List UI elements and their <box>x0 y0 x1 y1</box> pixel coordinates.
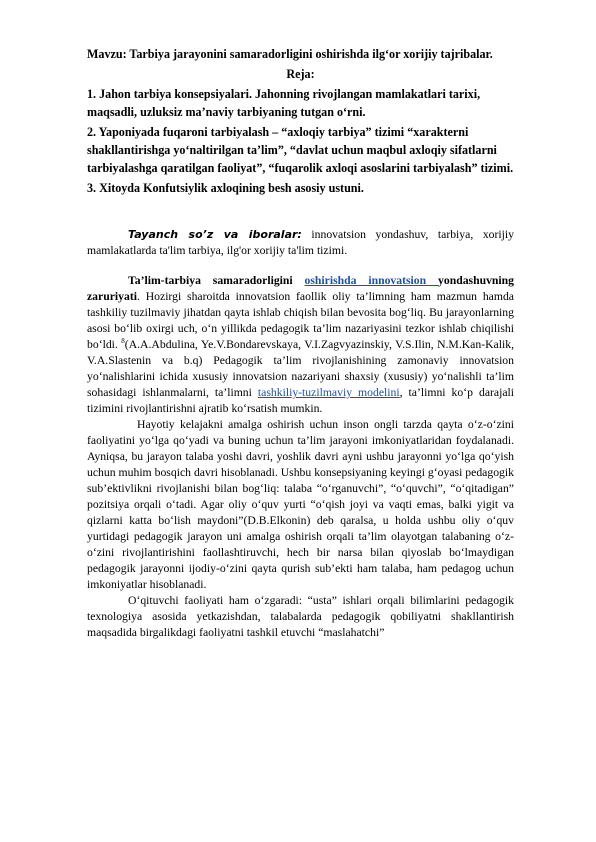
plan-item-3: 3. Xitoyda Konfutsiylik axloqining besh asosiy ustuni. <box>87 181 364 195</box>
section-title-end: yondashuvning zaruriyati <box>87 274 515 303</box>
link-tashkiliy-tuzilmaviy[interactable]: tashkiliy-tuzilmaviy modelini <box>257 386 400 399</box>
keywords-paragraph <box>87 227 514 259</box>
paragraph-1-text-b: (A.A.Abdulina, Ye.V.Bondarevskaya, V.I.Zagvyazinskiy, V.S.Ilin, N.M.Kan-Kalik, V.A.Slastenin va b.q) Pedagogik ta’lim rivojlanishining zamonaviy innovatsion yo‘nalishlarini ichida xususiy innovatsion nazariyani shaxsiy (xususiy) yo‘nalishli ta’lim sohasidagi ishlanmalarni, ta’limni <box>87 338 514 399</box>
topic-title: Mavzu: Tarbiya jarayonini samaradorligini oshirishda ilg‘or xorijiy tajribalar. <box>87 47 493 61</box>
footnote-ref[interactable]: 8 <box>121 337 125 346</box>
plan-item-2: 2. Yaponiyada fuqaroni tarbiyalash – “axloqiy tarbiya” tizimi “xarakterni shakllantirishga yo‘naltirilgan ta’lim”, “davlat uchun maqbul axloqiy sifatlarni tarbiyalashga qaratilgan faoliyat”, “fuqarolik axloqi asoslarini tarbiyalash” tizimi. <box>87 125 514 175</box>
paragraph-1-text-c: , ta’limni ko‘p darajali tizimini rivojlantirishni ajratib ko‘rsatish mumkin. <box>87 386 515 415</box>
link-oshirishda-innovatsion[interactable]: oshirishda innovatsion <box>304 274 438 287</box>
keywords-text: innovatsion yondashuv, tarbiya, xorijiy mamlakatlarda ta'lim tarbiya, ilg'or xorijiy ta'lim tizimi. <box>87 228 514 257</box>
paragraph-1-text-a: . Hozirgi sharoitda innovatsion faollik oliy ta’limning ham mazmun hamda tashkiliy tuzilmaviy jihatdan qayta ishlab chiqish bilan bevosita bog‘liq. Bu jarayonlarning asosi bo‘lib oxirgi uch, o‘n yillikda pedagogik ta’lim nazariyasini tezkor ishlab chiqilishi bo‘ldi. <box>87 290 514 351</box>
keywords-label: Tayanch so’z va iboralar: <box>128 228 302 241</box>
paragraph-2: Hayotiy kelajakni amalga oshirish uchun inson ongli tarzda qayta o‘z-o‘zini faoliyatini yo‘lga qo‘yadi va buning uchun ta’lim jarayoni imkoniyatlaridan foydalanadi. Ayniqsa, bu jarayon talaba yoshi davri, yoshlik davri ayni ushbu jarayonni yo‘lga qo‘yish uchun muhim bosqich davri hisoblanadi. Ushbu konsepsiyaning keyingi g‘oyasi pedagogik sub’ektivlikni rivojlanishi bilan bog‘liq: talaba “o‘rganuvchi”, “o‘quvchi”, “o‘qitadigan” pozitsiya orqali o‘tadi. Agar oliy o‘quv yurti “o‘qish joyi va vaqti emas, balki yigit va qizlarni katta bo‘lish maydoni”(D.B.Elkonin) deb qaralsa, u holda ushbu oliy o‘quv yurtidagi pedagogik jarayon uni amalga oshirish orqali ta’lim olayotgan talabaning o‘z-o‘zini rivojlantirishini faollashtiruvchi, hech bir narsa bilan qiyoslab bo‘lmaydigan pedagogik jarayonni ijodiy-o‘zini qayta qurish sub’ekti ham talaba, ham pedagog uchun imkoniyatlar hisoblanadi. <box>87 418 514 591</box>
paragraph-1 <box>87 273 514 417</box>
plan-item-1: 1. Jahon tarbiya konsepsiyalari. Jahonning rivojlangan mamlakatlari tarixi, maqsadli, uzluksiz ma’naviy tarbiyaning tutgan o‘rni. <box>87 87 481 119</box>
paragraph-3: O‘qituvchi faoliyati ham o‘zgaradi: “usta” ishlari orqali bilimlarini pedagogik texnologiya asosida yetkazishdan, talabalarda pedagogik qobiliyatni shakllantirish maqsadida birgalikdagi faoliyatni tashkil etuvchi “maslahatchi” <box>87 594 514 639</box>
section-title-start: Ta’lim-tarbiya samaradorligini <box>128 274 293 287</box>
plan-heading: Reja: <box>286 67 315 81</box>
